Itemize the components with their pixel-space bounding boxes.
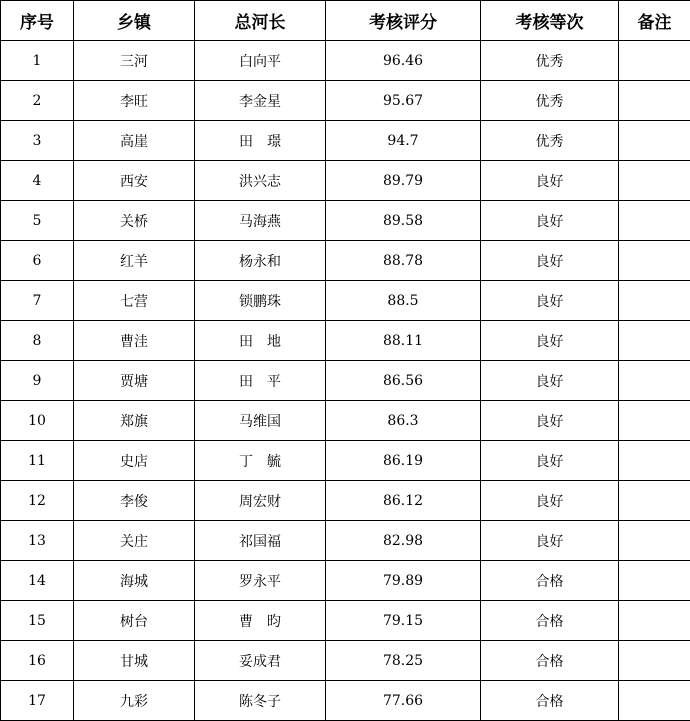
cell-grade: 良好 xyxy=(481,281,619,321)
cell-grade: 良好 xyxy=(481,161,619,201)
cell-chief-name: 丁 毓 xyxy=(195,441,326,481)
table-row xyxy=(1,281,690,321)
cell-township: 九彩 xyxy=(74,681,195,721)
cell-township: 关庄 xyxy=(74,521,195,561)
cell-score: 88.11 xyxy=(326,321,481,361)
cell-chief-name: 马维国 xyxy=(195,401,326,441)
cell-township: 贾塘 xyxy=(74,361,195,401)
cell-chief-name: 妥成君 xyxy=(195,641,326,681)
table-row xyxy=(1,561,690,601)
table-row xyxy=(1,401,690,441)
cell-score: 88.78 xyxy=(326,241,481,281)
cell-score: 82.98 xyxy=(326,521,481,561)
cell-grade: 良好 xyxy=(481,321,619,361)
cell-serial-number: 1 xyxy=(1,41,74,81)
header-remarks: 备注 xyxy=(619,1,690,41)
cell-chief-name: 田 平 xyxy=(195,361,326,401)
table-header xyxy=(1,1,690,41)
cell-chief-name: 曹 昀 xyxy=(195,601,326,641)
cell-serial-number: 15 xyxy=(1,601,74,641)
cell-score: 86.3 xyxy=(326,401,481,441)
cell-remarks xyxy=(619,81,690,121)
cell-serial-number: 9 xyxy=(1,361,74,401)
header-serial-number: 序号 xyxy=(1,1,74,41)
cell-remarks xyxy=(619,281,690,321)
cell-township: 曹洼 xyxy=(74,321,195,361)
cell-remarks xyxy=(619,601,690,641)
table-row xyxy=(1,321,690,361)
cell-remarks xyxy=(619,241,690,281)
cell-grade: 合格 xyxy=(481,601,619,641)
cell-township: 高崖 xyxy=(74,121,195,161)
cell-township: 西安 xyxy=(74,161,195,201)
header-assessment-grade: 考核等次 xyxy=(481,1,619,41)
header-chief-river-manager: 总河长 xyxy=(195,1,326,41)
table-row xyxy=(1,81,690,121)
cell-serial-number: 11 xyxy=(1,441,74,481)
cell-score: 95.67 xyxy=(326,81,481,121)
cell-township: 甘城 xyxy=(74,641,195,681)
header-township: 乡镇 xyxy=(74,1,195,41)
table-row xyxy=(1,681,690,721)
table-body xyxy=(1,41,690,721)
cell-serial-number: 6 xyxy=(1,241,74,281)
cell-score: 88.5 xyxy=(326,281,481,321)
table-row xyxy=(1,201,690,241)
table-row xyxy=(1,481,690,521)
cell-grade: 优秀 xyxy=(481,81,619,121)
cell-chief-name: 锁鹏珠 xyxy=(195,281,326,321)
cell-score: 86.56 xyxy=(326,361,481,401)
cell-township: 树台 xyxy=(74,601,195,641)
table-row xyxy=(1,521,690,561)
cell-serial-number: 8 xyxy=(1,321,74,361)
cell-chief-name: 罗永平 xyxy=(195,561,326,601)
cell-remarks xyxy=(619,41,690,81)
cell-remarks xyxy=(619,681,690,721)
table-row xyxy=(1,361,690,401)
cell-chief-name: 周宏财 xyxy=(195,481,326,521)
table-row xyxy=(1,161,690,201)
cell-township: 海城 xyxy=(74,561,195,601)
cell-township: 三河 xyxy=(74,41,195,81)
cell-score: 78.25 xyxy=(326,641,481,681)
cell-remarks xyxy=(619,161,690,201)
cell-grade: 合格 xyxy=(481,681,619,721)
cell-remarks xyxy=(619,481,690,521)
cell-grade: 良好 xyxy=(481,401,619,441)
cell-grade: 合格 xyxy=(481,641,619,681)
cell-chief-name: 田 地 xyxy=(195,321,326,361)
cell-serial-number: 17 xyxy=(1,681,74,721)
cell-serial-number: 14 xyxy=(1,561,74,601)
cell-chief-name: 田 璟 xyxy=(195,121,326,161)
cell-remarks xyxy=(619,521,690,561)
cell-remarks xyxy=(619,561,690,601)
cell-chief-name: 陈冬子 xyxy=(195,681,326,721)
table-row xyxy=(1,121,690,161)
table-row xyxy=(1,641,690,681)
cell-chief-name: 马海燕 xyxy=(195,201,326,241)
cell-grade: 良好 xyxy=(481,241,619,281)
cell-township: 李俊 xyxy=(74,481,195,521)
cell-score: 86.12 xyxy=(326,481,481,521)
cell-serial-number: 16 xyxy=(1,641,74,681)
cell-grade: 优秀 xyxy=(481,41,619,81)
table-row xyxy=(1,41,690,81)
cell-score: 94.7 xyxy=(326,121,481,161)
cell-score: 96.46 xyxy=(326,41,481,81)
cell-chief-name: 杨永和 xyxy=(195,241,326,281)
cell-chief-name: 白向平 xyxy=(195,41,326,81)
cell-township: 七营 xyxy=(74,281,195,321)
cell-township: 史店 xyxy=(74,441,195,481)
cell-serial-number: 13 xyxy=(1,521,74,561)
cell-chief-name: 洪兴志 xyxy=(195,161,326,201)
cell-township: 红羊 xyxy=(74,241,195,281)
cell-score: 89.58 xyxy=(326,201,481,241)
cell-serial-number: 4 xyxy=(1,161,74,201)
cell-grade: 优秀 xyxy=(481,121,619,161)
cell-score: 89.79 xyxy=(326,161,481,201)
cell-score: 79.15 xyxy=(326,601,481,641)
cell-score: 86.19 xyxy=(326,441,481,481)
cell-score: 77.66 xyxy=(326,681,481,721)
cell-serial-number: 2 xyxy=(1,81,74,121)
cell-remarks xyxy=(619,441,690,481)
cell-remarks xyxy=(619,201,690,241)
cell-serial-number: 3 xyxy=(1,121,74,161)
cell-grade: 良好 xyxy=(481,521,619,561)
cell-serial-number: 5 xyxy=(1,201,74,241)
cell-grade: 良好 xyxy=(481,441,619,481)
cell-grade: 良好 xyxy=(481,361,619,401)
cell-remarks xyxy=(619,641,690,681)
cell-grade: 合格 xyxy=(481,561,619,601)
cell-grade: 良好 xyxy=(481,201,619,241)
cell-serial-number: 10 xyxy=(1,401,74,441)
cell-chief-name: 祁国福 xyxy=(195,521,326,561)
cell-chief-name: 李金星 xyxy=(195,81,326,121)
cell-grade: 良好 xyxy=(481,481,619,521)
cell-remarks xyxy=(619,361,690,401)
cell-serial-number: 12 xyxy=(1,481,74,521)
cell-serial-number: 7 xyxy=(1,281,74,321)
cell-township: 李旺 xyxy=(74,81,195,121)
header-assessment-score: 考核评分 xyxy=(326,1,481,41)
header-row xyxy=(1,1,690,41)
cell-remarks xyxy=(619,121,690,161)
table-row xyxy=(1,241,690,281)
cell-remarks xyxy=(619,401,690,441)
cell-score: 79.89 xyxy=(326,561,481,601)
cell-remarks xyxy=(619,321,690,361)
cell-township: 关桥 xyxy=(74,201,195,241)
table-row xyxy=(1,441,690,481)
table-row xyxy=(1,601,690,641)
cell-township: 郑旗 xyxy=(74,401,195,441)
